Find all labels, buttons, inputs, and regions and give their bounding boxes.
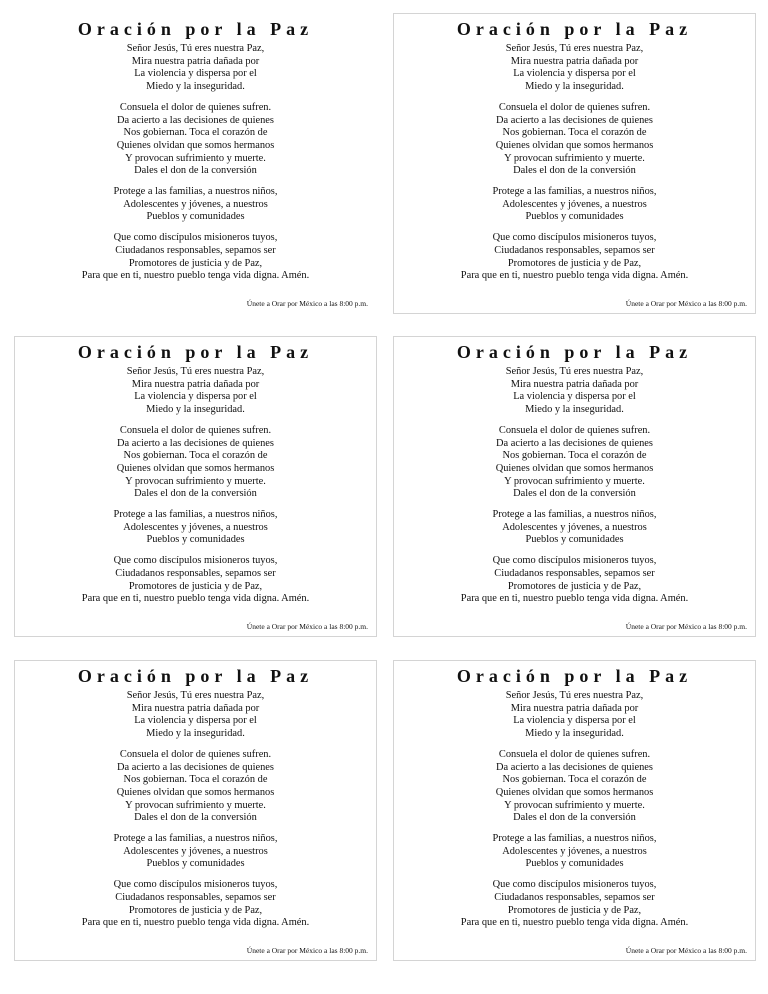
stanza-line: Dales el don de la conversión bbox=[513, 812, 636, 824]
stanza-line: La violencia y dispersa por el bbox=[134, 715, 257, 727]
prayer-title: Oración por la Paz bbox=[77, 19, 314, 39]
stanza-line: Dales el don de la conversión bbox=[134, 488, 257, 500]
stanza-line: Miedo y la inseguridad. bbox=[146, 728, 245, 740]
stanza-line: Promotores de justicia y de Paz, bbox=[507, 904, 642, 916]
stanza-line: Y provocan sufrimiento y muerte. bbox=[125, 152, 266, 164]
stanza-line: Que como discípulos misioneros tuyos, bbox=[113, 555, 278, 567]
stanza-line: Ciudadanos responsables, sepamos ser bbox=[494, 891, 655, 903]
stanza-line: Ciudadanos responsables, sepamos ser bbox=[115, 244, 276, 256]
stanza-line: Da acierto a las decisiones de quienes bbox=[496, 437, 653, 449]
prayer-stanza-4 bbox=[15, 879, 376, 930]
prayer-stanza-3 bbox=[394, 186, 755, 224]
stanza-line: Adolescentes y jóvenes, a nuestros bbox=[502, 845, 647, 857]
prayer-title: Oración por la Paz bbox=[456, 666, 693, 686]
prayer-stanza-1 bbox=[15, 690, 376, 741]
stanza-line: Nos gobiernan. Toca el corazón de bbox=[123, 450, 268, 462]
stanza-line: Señor Jesús, Tú eres nuestra Paz, bbox=[126, 690, 265, 701]
prayer-title: Oración por la Paz bbox=[77, 666, 314, 686]
prayer-stanza-4 bbox=[15, 555, 376, 606]
prayer-stanza-1 bbox=[15, 366, 376, 417]
stanza-line: Señor Jesús, Tú eres nuestra Paz, bbox=[126, 43, 265, 54]
prayer-stanza-2 bbox=[394, 425, 755, 501]
prayer-stanza-4 bbox=[15, 232, 376, 283]
stanza-line: Da acierto a las decisiones de quienes bbox=[117, 437, 274, 449]
prayer-card-1 bbox=[14, 13, 377, 314]
stanza-line: Consuela el dolor de quienes sufren. bbox=[119, 748, 272, 760]
stanza-line: Quienes olvidan que somos hermanos bbox=[495, 462, 654, 474]
stanza-line: Protege a las familias, a nuestros niños, bbox=[492, 833, 657, 845]
stanza-line: Mira nuestra patria dañada por bbox=[510, 378, 639, 390]
prayer-stanza-1 bbox=[394, 366, 755, 417]
card-footer-note: Únete a Orar por México a las 8:00 p.m. bbox=[246, 299, 368, 308]
card-footer-note: Únete a Orar por México a las 8:00 p.m. bbox=[246, 946, 368, 955]
prayer-card-3 bbox=[14, 336, 377, 637]
stanza-line: La violencia y dispersa por el bbox=[513, 391, 636, 403]
stanza-line: Miedo y la inseguridad. bbox=[525, 404, 624, 416]
stanza-line: Adolescentes y jóvenes, a nuestros bbox=[123, 521, 268, 533]
stanza-line: Protege a las familias, a nuestros niños, bbox=[492, 186, 657, 198]
stanza-line: Señor Jesús, Tú eres nuestra Paz, bbox=[505, 690, 644, 701]
stanza-line: Mira nuestra patria dañada por bbox=[510, 55, 639, 67]
stanza-line: Quienes olvidan que somos hermanos bbox=[495, 786, 654, 798]
prayer-card-4 bbox=[393, 336, 756, 637]
prayer-stanza-1 bbox=[15, 43, 376, 94]
stanza-line: Miedo y la inseguridad. bbox=[525, 728, 624, 740]
card-footer-note: Únete a Orar por México a las 8:00 p.m. bbox=[246, 622, 368, 631]
stanza-line: Miedo y la inseguridad. bbox=[146, 81, 245, 93]
stanza-line: Nos gobiernan. Toca el corazón de bbox=[502, 450, 647, 462]
stanza-line: Consuela el dolor de quienes sufren. bbox=[119, 424, 272, 436]
stanza-line: Dales el don de la conversión bbox=[134, 812, 257, 824]
stanza-line: Y provocan sufrimiento y muerte. bbox=[125, 475, 266, 487]
prayer-stanza-2 bbox=[394, 749, 755, 825]
stanza-line: Dales el don de la conversión bbox=[513, 165, 636, 177]
stanza-line: Nos gobiernan. Toca el corazón de bbox=[502, 127, 647, 139]
stanza-line: La violencia y dispersa por el bbox=[134, 391, 257, 403]
prayer-title: Oración por la Paz bbox=[456, 342, 693, 362]
stanza-line: Para que en ti, nuestro pueblo tenga vida digna. Amén. bbox=[81, 270, 310, 282]
stanza-line: La violencia y dispersa por el bbox=[134, 68, 257, 80]
stanza-line: Pueblos y comunidades bbox=[146, 858, 245, 870]
stanza-line: Y provocan sufrimiento y muerte. bbox=[504, 475, 645, 487]
stanza-line: Mira nuestra patria dañada por bbox=[131, 55, 260, 67]
stanza-line: Ciudadanos responsables, sepamos ser bbox=[115, 891, 276, 903]
stanza-line: Consuela el dolor de quienes sufren. bbox=[498, 748, 651, 760]
prayer-stanza-4 bbox=[394, 232, 755, 283]
stanza-line: Ciudadanos responsables, sepamos ser bbox=[494, 244, 655, 256]
stanza-line: Adolescentes y jóvenes, a nuestros bbox=[502, 521, 647, 533]
stanza-line: Pueblos y comunidades bbox=[525, 211, 624, 223]
stanza-line: Ciudadanos responsables, sepamos ser bbox=[494, 567, 655, 579]
prayer-stanza-1 bbox=[394, 690, 755, 741]
prayer-stanza-3 bbox=[394, 833, 755, 871]
prayer-stanza-3 bbox=[394, 509, 755, 547]
stanza-line: Promotores de justicia y de Paz, bbox=[128, 904, 263, 916]
stanza-line: Adolescentes y jóvenes, a nuestros bbox=[123, 198, 268, 210]
stanza-line: Señor Jesús, Tú eres nuestra Paz, bbox=[505, 43, 644, 54]
stanza-line: Quienes olvidan que somos hermanos bbox=[116, 139, 275, 151]
stanza-line: Miedo y la inseguridad. bbox=[525, 81, 624, 93]
stanza-line: Miedo y la inseguridad. bbox=[146, 404, 245, 416]
stanza-line: Da acierto a las decisiones de quienes bbox=[496, 761, 653, 773]
stanza-line: Protege a las familias, a nuestros niños, bbox=[113, 186, 278, 198]
stanza-line: Dales el don de la conversión bbox=[513, 488, 636, 500]
stanza-line: Mira nuestra patria dañada por bbox=[510, 702, 639, 714]
prayer-stanza-3 bbox=[15, 833, 376, 871]
prayer-card-5 bbox=[14, 660, 377, 961]
stanza-line: Quienes olvidan que somos hermanos bbox=[116, 786, 275, 798]
prayer-stanza-2 bbox=[15, 425, 376, 501]
stanza-line: Que como discípulos misioneros tuyos, bbox=[113, 879, 278, 891]
stanza-line: Para que en ti, nuestro pueblo tenga vida digna. Amén. bbox=[460, 917, 689, 929]
stanza-line: Que como discípulos misioneros tuyos, bbox=[113, 232, 278, 244]
prayer-stanza-4 bbox=[394, 555, 755, 606]
stanza-line: Promotores de justicia y de Paz, bbox=[507, 580, 642, 592]
stanza-line: Y provocan sufrimiento y muerte. bbox=[125, 799, 266, 811]
prayer-card-6 bbox=[393, 660, 756, 961]
stanza-line: Y provocan sufrimiento y muerte. bbox=[504, 152, 645, 164]
card-footer-note: Únete a Orar por México a las 8:00 p.m. bbox=[625, 622, 747, 631]
stanza-line: Mira nuestra patria dañada por bbox=[131, 702, 260, 714]
prayer-title: Oración por la Paz bbox=[456, 19, 693, 39]
stanza-line: Ciudadanos responsables, sepamos ser bbox=[115, 567, 276, 579]
stanza-line: Protege a las familias, a nuestros niños, bbox=[113, 509, 278, 521]
prayer-stanza-3 bbox=[15, 186, 376, 224]
stanza-line: Pueblos y comunidades bbox=[146, 211, 245, 223]
prayer-stanza-1 bbox=[394, 43, 755, 94]
card-footer-note: Únete a Orar por México a las 8:00 p.m. bbox=[625, 299, 747, 308]
stanza-line: Nos gobiernan. Toca el corazón de bbox=[502, 774, 647, 786]
stanza-line: Promotores de justicia y de Paz, bbox=[128, 580, 263, 592]
stanza-line: Para que en ti, nuestro pueblo tenga vida digna. Amén. bbox=[81, 917, 310, 929]
prayer-card-2 bbox=[393, 13, 756, 314]
stanza-line: Da acierto a las decisiones de quienes bbox=[496, 114, 653, 126]
stanza-line: Señor Jesús, Tú eres nuestra Paz, bbox=[505, 366, 644, 377]
stanza-line: Nos gobiernan. Toca el corazón de bbox=[123, 127, 268, 139]
stanza-line: Que como discípulos misioneros tuyos, bbox=[492, 879, 657, 891]
stanza-line: Dales el don de la conversión bbox=[134, 165, 257, 177]
stanza-line: Pueblos y comunidades bbox=[525, 858, 624, 870]
stanza-line: La violencia y dispersa por el bbox=[513, 68, 636, 80]
stanza-line: Que como discípulos misioneros tuyos, bbox=[492, 232, 657, 244]
stanza-line: Quienes olvidan que somos hermanos bbox=[495, 139, 654, 151]
stanza-line: Y provocan sufrimiento y muerte. bbox=[504, 799, 645, 811]
stanza-line: La violencia y dispersa por el bbox=[513, 715, 636, 727]
stanza-line: Quienes olvidan que somos hermanos bbox=[116, 462, 275, 474]
stanza-line: Consuela el dolor de quienes sufren. bbox=[119, 101, 272, 113]
stanza-line: Adolescentes y jóvenes, a nuestros bbox=[502, 198, 647, 210]
stanza-line: Señor Jesús, Tú eres nuestra Paz, bbox=[126, 366, 265, 377]
stanza-line: Para que en ti, nuestro pueblo tenga vida digna. Amén. bbox=[81, 593, 310, 605]
stanza-line: Da acierto a las decisiones de quienes bbox=[117, 761, 274, 773]
stanza-line: Mira nuestra patria dañada por bbox=[131, 378, 260, 390]
prayer-stanza-3 bbox=[15, 509, 376, 547]
prayer-stanza-2 bbox=[15, 749, 376, 825]
stanza-line: Nos gobiernan. Toca el corazón de bbox=[123, 774, 268, 786]
prayer-stanza-4 bbox=[394, 879, 755, 930]
stanza-line: Consuela el dolor de quienes sufren. bbox=[498, 101, 651, 113]
stanza-line: Que como discípulos misioneros tuyos, bbox=[492, 555, 657, 567]
stanza-line: Protege a las familias, a nuestros niños, bbox=[492, 509, 657, 521]
stanza-line: Promotores de justicia y de Paz, bbox=[507, 257, 642, 269]
prayer-stanza-2 bbox=[394, 102, 755, 178]
stanza-line: Adolescentes y jóvenes, a nuestros bbox=[123, 845, 268, 857]
stanza-line: Promotores de justicia y de Paz, bbox=[128, 257, 263, 269]
stanza-line: Para que en ti, nuestro pueblo tenga vida digna. Amén. bbox=[460, 593, 689, 605]
prayer-stanza-2 bbox=[15, 102, 376, 178]
card-footer-note: Únete a Orar por México a las 8:00 p.m. bbox=[625, 946, 747, 955]
stanza-line: Pueblos y comunidades bbox=[525, 534, 624, 546]
stanza-line: Da acierto a las decisiones de quienes bbox=[117, 114, 274, 126]
stanza-line: Consuela el dolor de quienes sufren. bbox=[498, 424, 651, 436]
stanza-line: Para que en ti, nuestro pueblo tenga vida digna. Amén. bbox=[460, 270, 689, 282]
stanza-line: Protege a las familias, a nuestros niños, bbox=[113, 833, 278, 845]
stanza-line: Pueblos y comunidades bbox=[146, 534, 245, 546]
prayer-title: Oración por la Paz bbox=[77, 342, 314, 362]
